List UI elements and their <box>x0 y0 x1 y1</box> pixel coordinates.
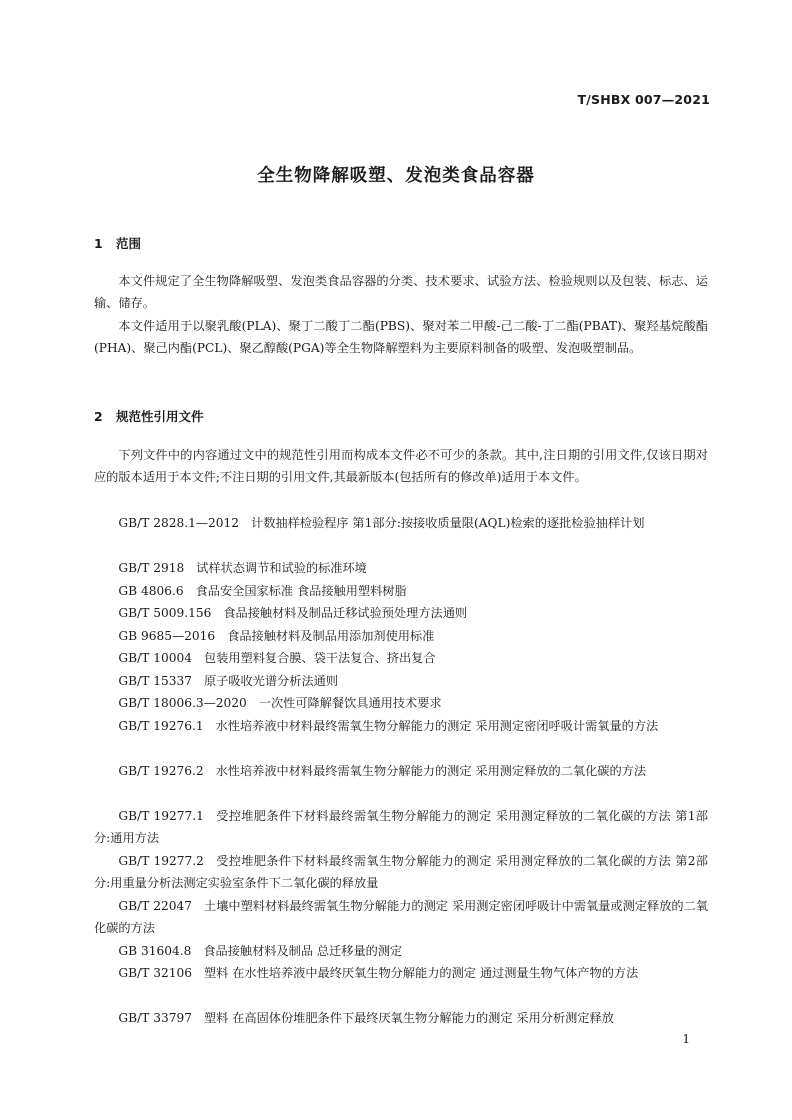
reference-title: 包装用塑料复合膜、袋干法复合、挤出复合 <box>203 651 436 665</box>
reference-item <box>94 692 708 714</box>
reference-code: GB/T 2918 <box>118 561 185 575</box>
reference-item <box>94 602 708 624</box>
reference-item <box>94 962 708 984</box>
reference-code: GB/T 19276.2 <box>118 764 204 778</box>
document-title: 全生物降解吸塑、发泡类食品容器 <box>257 166 535 186</box>
reference-code: GB/T 5009.156 <box>118 606 212 620</box>
reference-item <box>94 805 708 850</box>
reference-title: 水性培养液中材料最终需氧生物分解能力的测定 采用测定密闭呼吸计需氧量的方法 <box>215 719 659 733</box>
reference-title: 塑料 在高固体份堆肥条件下最终厌氧生物分解能力的测定 采用分析测定释放 <box>203 1011 614 1025</box>
reference-title: 试样状态调节和试验的标准环境 <box>196 561 367 575</box>
reference-code: GB 4806.6 <box>118 584 184 598</box>
section-1-heading <box>94 234 141 252</box>
reference-item <box>94 1007 708 1029</box>
reference-item <box>94 625 708 647</box>
page-number: 1 <box>682 1032 690 1046</box>
reference-code: GB/T 32106 <box>118 966 192 980</box>
section-1-paragraph-1: 本文件规定了全生物降解吸塑、发泡类食品容器的分类、技术要求、试验方法、检验规则以及包装、标志、运输、储存。 <box>94 274 708 311</box>
reference-item <box>94 850 708 895</box>
reference-item <box>94 580 708 602</box>
reference-code: GB/T 2828.1—2012 <box>118 516 240 530</box>
section-2-heading <box>94 407 204 425</box>
reference-title: 原子吸收光谱分析法通则 <box>203 674 339 688</box>
reference-title: 计数抽样检验程序 第1部分:按接收质量限(AQL)检索的逐批检验抽样计划 <box>251 516 645 530</box>
reference-item <box>94 715 708 737</box>
reference-code: GB/T 19276.1 <box>118 719 204 733</box>
section-2-title: 规范性引用文件 <box>116 409 204 424</box>
reference-code: GB/T 18006.3—2020 <box>118 696 247 710</box>
reference-title: 食品接触材料及制品 总迁移量的测定 <box>203 944 403 958</box>
reference-code: GB/T 15337 <box>118 674 192 688</box>
section-1-paragraph-2: 本文件适用于以聚乳酸(PLA)、聚丁二酸丁二酯(PBS)、聚对苯二甲酸-己二酸-丁二酯(PBAT)、聚羟基烷酸酯(PHA)、聚己内酯(PCL)、聚乙醇酸(PGA)等全生物降解塑料为主要原料制备的吸塑、发泡吸塑制品。 <box>94 319 708 356</box>
standard-code: T/SHBX 007—2021 <box>577 92 710 107</box>
reference-code: GB 31604.8 <box>118 944 192 958</box>
reference-item <box>94 760 708 782</box>
reference-title: 受控堆肥条件下材料最终需氧生物分解能力的测定 采用测定释放的二氧化碳的方法 第2部分:用重量分析法测定实验室条件下二氧化碳的释放量 <box>94 854 708 891</box>
reference-title: 土壤中塑料材料最终需氧生物分解能力的测定 采用测定密闭呼吸计中需氧量或测定释放的二氧化碳的方法 <box>94 899 709 936</box>
reference-title: 食品安全国家标准 食品接触用塑料树脂 <box>195 584 407 598</box>
reference-code: GB 9685—2016 <box>118 629 216 643</box>
reference-item <box>94 512 708 534</box>
reference-title: 塑料 在水性培养液中最终厌氧生物分解能力的测定 通过测量生物气体产物的方法 <box>203 966 639 980</box>
reference-code: GB/T 10004 <box>118 651 192 665</box>
reference-code: GB/T 22047 <box>118 899 192 913</box>
section-1-title: 范围 <box>116 236 142 251</box>
reference-title: 食品接触材料及制品用添加剂使用标准 <box>227 629 435 643</box>
reference-code: GB/T 19277.2 <box>118 854 204 868</box>
reference-code: GB/T 33797 <box>118 1011 192 1025</box>
reference-item <box>94 940 708 962</box>
reference-title: 水性培养液中材料最终需氧生物分解能力的测定 采用测定释放的二氧化碳的方法 <box>215 764 647 778</box>
reference-title: 受控堆肥条件下材料最终需氧生物分解能力的测定 采用测定释放的二氧化碳的方法 第1部分:通用方法 <box>94 809 708 846</box>
section-1-number: 1 <box>94 236 103 251</box>
section-2-intro: 下列文件中的内容通过文中的规范性引用而构成本文件必不可少的条款。其中,注日期的引用文件,仅该日期对应的版本适用于本文件;不注日期的引用文件,其最新版本(包括所有的修改单)适用于本文件。 <box>94 448 708 485</box>
reference-title: 一次性可降解餐饮具通用技术要求 <box>258 696 442 710</box>
section-2-number: 2 <box>94 409 103 424</box>
reference-item <box>94 670 708 692</box>
reference-title: 食品接触材料及制品迁移试验预处理方法通则 <box>223 606 468 620</box>
reference-item <box>94 557 708 579</box>
reference-item <box>94 895 708 940</box>
reference-item <box>94 647 708 669</box>
reference-code: GB/T 19277.1 <box>118 809 204 823</box>
